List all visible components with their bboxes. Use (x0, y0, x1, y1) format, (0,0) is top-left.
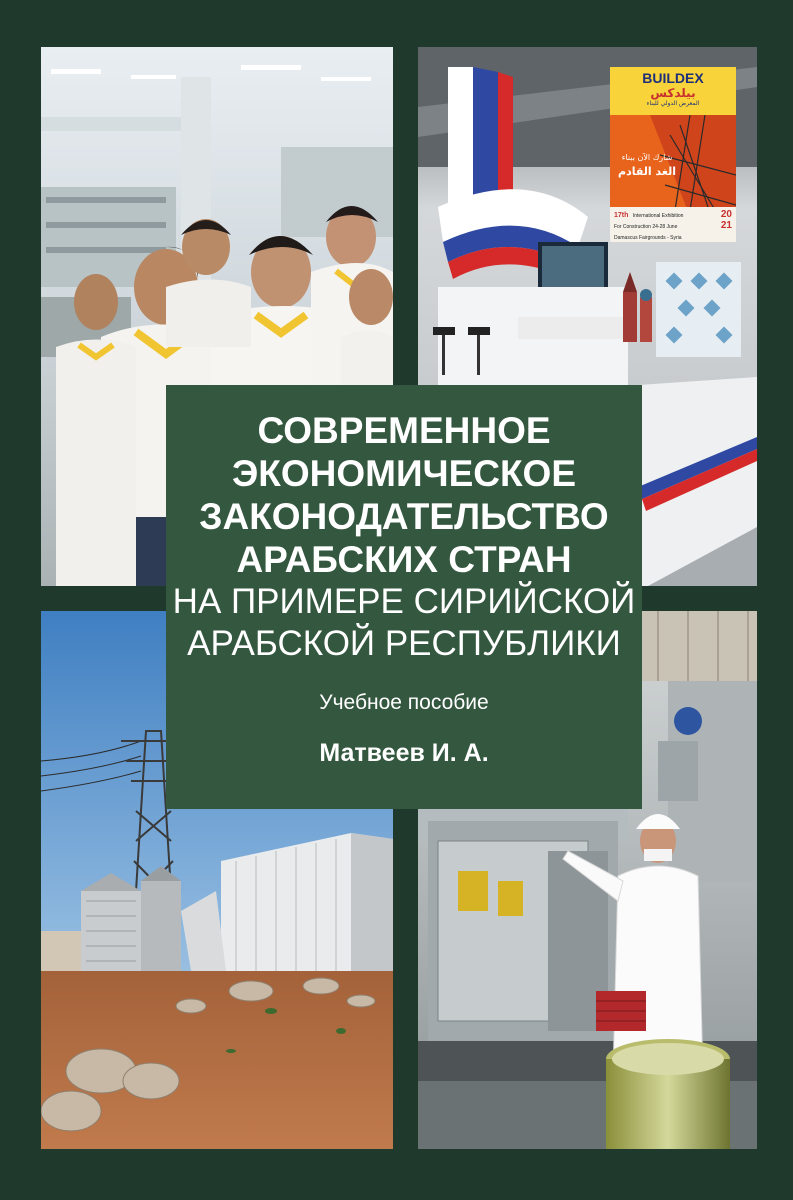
poster-construction: For Construction 24-28 June (614, 224, 678, 230)
buildex-poster (610, 67, 736, 242)
buildex-brand-arabic: بيلدكس (650, 86, 696, 100)
buildex-arabic-line-1: المعرض الدولي للبناء (646, 100, 700, 107)
title-bold-line-4: АРАБСКИХ СТРАН (236, 539, 572, 580)
buildex-logo (610, 67, 736, 115)
poster-year-top: 20 (720, 209, 732, 220)
title-light-line-1: НА ПРИМЕРЕ СИРИЙСКОЙ (172, 582, 636, 621)
title-bold-line-3: ЗАКОНОДАТЕЛЬСТВО (199, 496, 609, 537)
title-bold-line-2: ЭКОНОМИЧЕСКОЕ (231, 453, 577, 494)
buildex-arabic-line-2: شارك الآن ببناء (621, 153, 673, 162)
poster-exhibition: International Exhibition (632, 213, 684, 219)
poster-info-block (614, 209, 706, 242)
poster-year (721, 209, 732, 231)
book-author: Матвеев И. А. (319, 739, 489, 767)
buildex-brand: BUILDEX (642, 70, 704, 86)
poster-edition: 17th (614, 212, 629, 219)
title-light-line-2: АРАБСКОЙ РЕСПУБЛИКИ (187, 624, 621, 663)
book-subtitle: Учебное пособие (319, 691, 489, 714)
buildex-arabic-line-3: الغد القادم (618, 165, 676, 178)
poster-location: Damascus Fairgrounds - Syria (614, 235, 682, 241)
title-panel (166, 385, 642, 809)
title-bold-line-1: СОВРЕМЕННОЕ (257, 410, 551, 451)
poster-year-bottom: 21 (720, 220, 732, 231)
